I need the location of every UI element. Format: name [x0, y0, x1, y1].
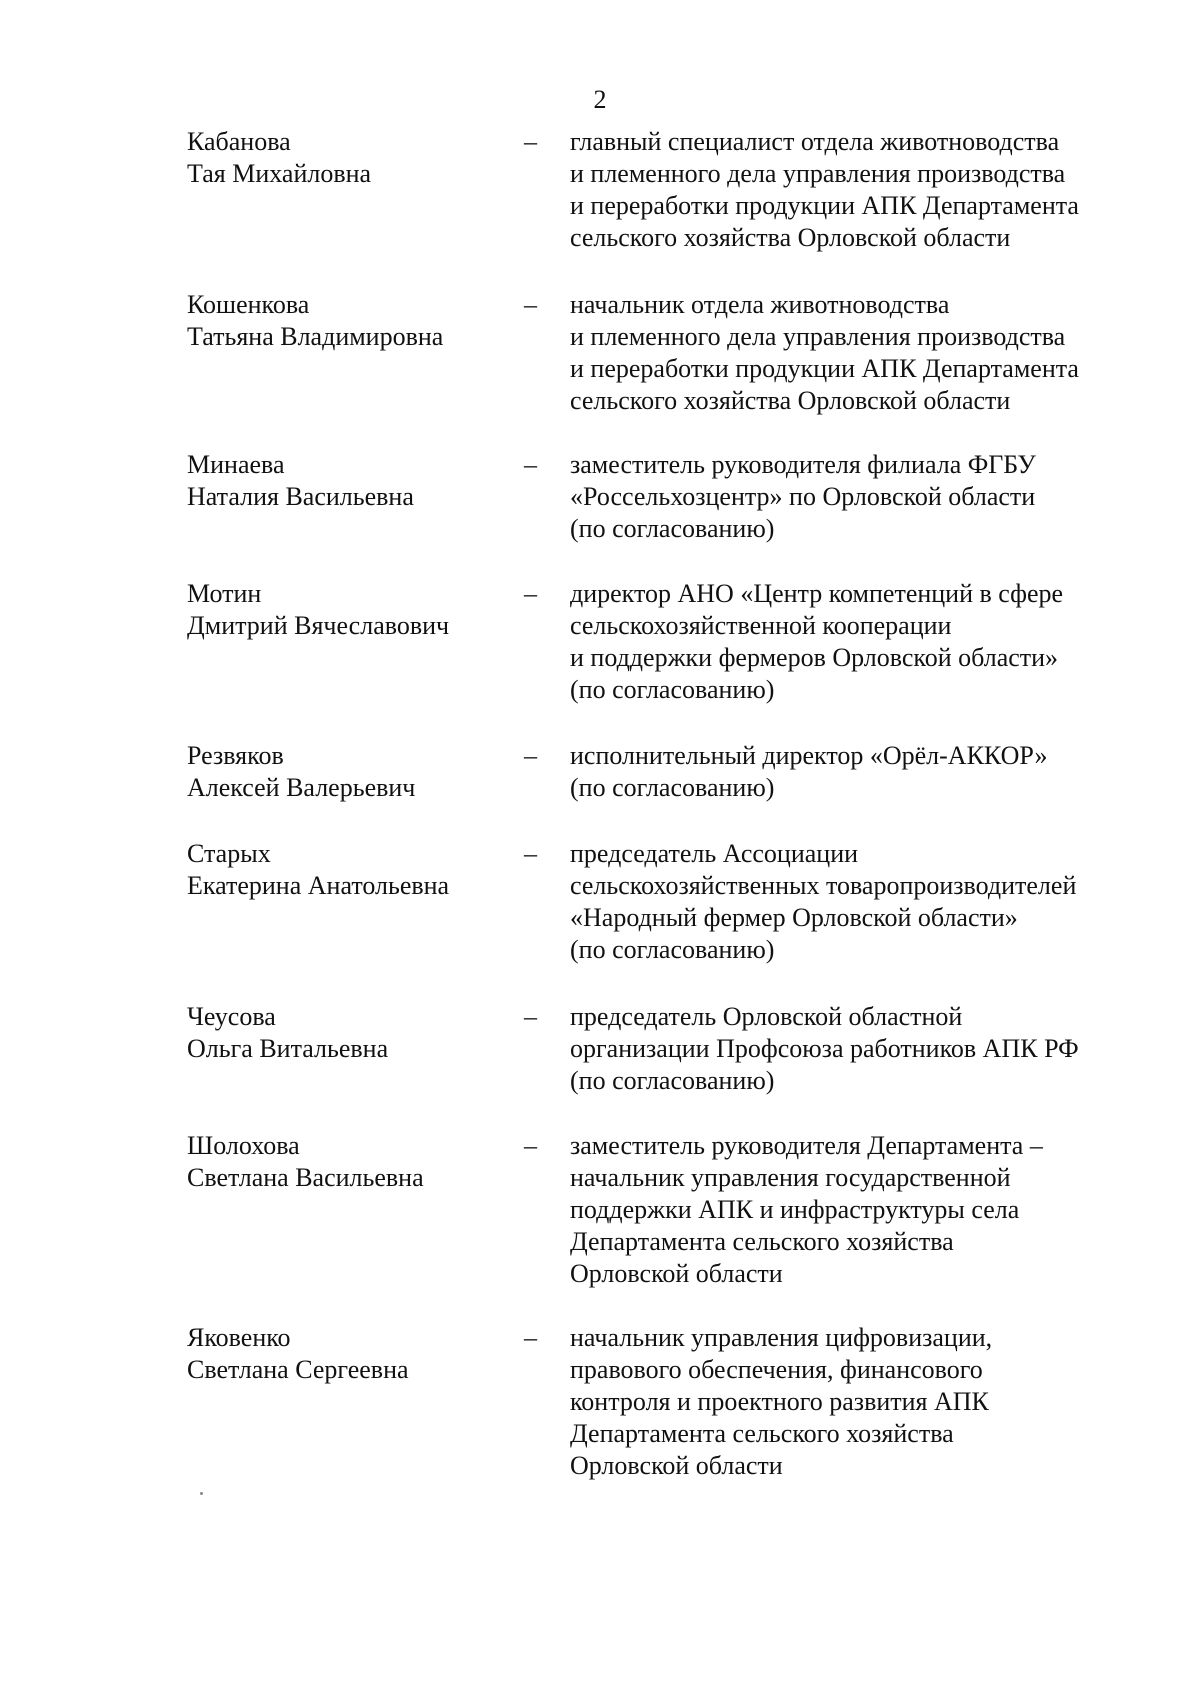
member-position [570, 449, 1170, 545]
member-given-names: Светлана Васильевна [187, 1163, 424, 1192]
member-given-names: Светлана Сергеевна [187, 1355, 409, 1384]
position-line: сельскохозяйственных товаропроизводителей [570, 871, 1077, 900]
member-position [570, 838, 1170, 966]
position-line: и переработки продукции АПК Департамента [570, 191, 1079, 220]
member-position [570, 126, 1170, 254]
member-name [187, 740, 517, 804]
position-line: исполнительный директор «Орёл-АККОР» [570, 741, 1048, 770]
dash-separator: – [524, 1323, 537, 1352]
position-line: организации Профсоюза работников АПК РФ [570, 1034, 1079, 1063]
position-line: поддержки АПК и инфраструктуры села [570, 1195, 1020, 1224]
position-line: председатель Ассоциации [570, 839, 859, 868]
position-line: (по согласованию) [570, 773, 775, 802]
member-surname: Чеусова [187, 1002, 276, 1031]
position-line: (по согласованию) [570, 935, 775, 964]
dash-separator: – [524, 579, 537, 608]
member-given-names: Алексей Валерьевич [187, 773, 416, 802]
member-given-names: Тая Михайловна [187, 159, 372, 188]
dash-separator: – [524, 1131, 537, 1160]
member-position [570, 1130, 1170, 1290]
position-line: «Россельхозцентр» по Орловской области [570, 482, 1036, 511]
position-line: правового обеспечения, финансового [570, 1355, 983, 1384]
position-line: и поддержки фермеров Орловской области» [570, 643, 1059, 672]
position-line: Орловской области [570, 1451, 783, 1480]
position-line: (по согласованию) [570, 1066, 775, 1095]
dash-separator: – [524, 839, 537, 868]
member-name [187, 838, 517, 902]
position-line: главный специалист отдела животноводства [570, 127, 1060, 156]
position-line: и переработки продукции АПК Департамента [570, 354, 1079, 383]
position-line: сельскохозяйственной кооперации [570, 611, 952, 640]
member-name [187, 578, 517, 642]
member-surname: Резвяков [187, 741, 284, 770]
member-given-names: Наталия Васильевна [187, 482, 414, 511]
member-surname: Яковенко [187, 1323, 291, 1352]
member-name [187, 1322, 517, 1386]
position-line: Департамента сельского хозяйства [570, 1227, 954, 1256]
position-line: и племенного дела управления производства [570, 159, 1066, 188]
member-surname: Кабанова [187, 127, 291, 156]
member-given-names: Татьяна Владимировна [187, 322, 444, 351]
position-line: Департамента сельского хозяйства [570, 1419, 954, 1448]
member-surname: Шолохова [187, 1131, 300, 1160]
member-surname: Минаева [187, 450, 285, 479]
position-line: контроля и проектного развития АПК [570, 1387, 989, 1416]
member-name [187, 1001, 517, 1065]
position-line: и племенного дела управления производства [570, 322, 1066, 351]
member-position [570, 578, 1170, 706]
member-position [570, 1322, 1170, 1482]
page-number: 2 [593, 85, 607, 114]
position-line: заместитель руководителя Департамента – [570, 1131, 1043, 1160]
scan-speck [200, 1492, 203, 1495]
position-line: начальник управления государственной [570, 1163, 1011, 1192]
position-line: Орловской области [570, 1259, 783, 1288]
member-surname: Кошенкова [187, 290, 310, 319]
member-name [187, 449, 517, 513]
member-position [570, 740, 1170, 804]
member-name [187, 1130, 517, 1194]
dash-separator: – [524, 741, 537, 770]
member-name [187, 126, 517, 190]
member-surname: Старых [187, 839, 271, 868]
member-given-names: Екатерина Анатольевна [187, 871, 450, 900]
position-line: сельского хозяйства Орловской области [570, 386, 1011, 415]
position-line: (по согласованию) [570, 514, 775, 543]
dash-separator: – [524, 450, 537, 479]
member-given-names: Дмитрий Вячеславович [187, 611, 450, 640]
position-line: директор АНО «Центр компетенций в сфере [570, 579, 1064, 608]
member-given-names: Ольга Витальевна [187, 1034, 389, 1063]
member-surname: Мотин [187, 579, 262, 608]
member-name [187, 289, 517, 353]
dash-separator: – [524, 290, 537, 319]
position-line: (по согласованию) [570, 675, 775, 704]
position-line: заместитель руководителя филиала ФГБУ [570, 450, 1036, 479]
position-line: начальник отдела животноводства [570, 290, 950, 319]
position-line: начальник управления цифровизации, [570, 1323, 993, 1352]
position-line: сельского хозяйства Орловской области [570, 223, 1011, 252]
member-position [570, 289, 1170, 417]
dash-separator: – [524, 127, 537, 156]
position-line: председатель Орловской областной [570, 1002, 963, 1031]
member-position [570, 1001, 1170, 1097]
position-line: «Народный фермер Орловской области» [570, 903, 1018, 932]
dash-separator: – [524, 1002, 537, 1031]
